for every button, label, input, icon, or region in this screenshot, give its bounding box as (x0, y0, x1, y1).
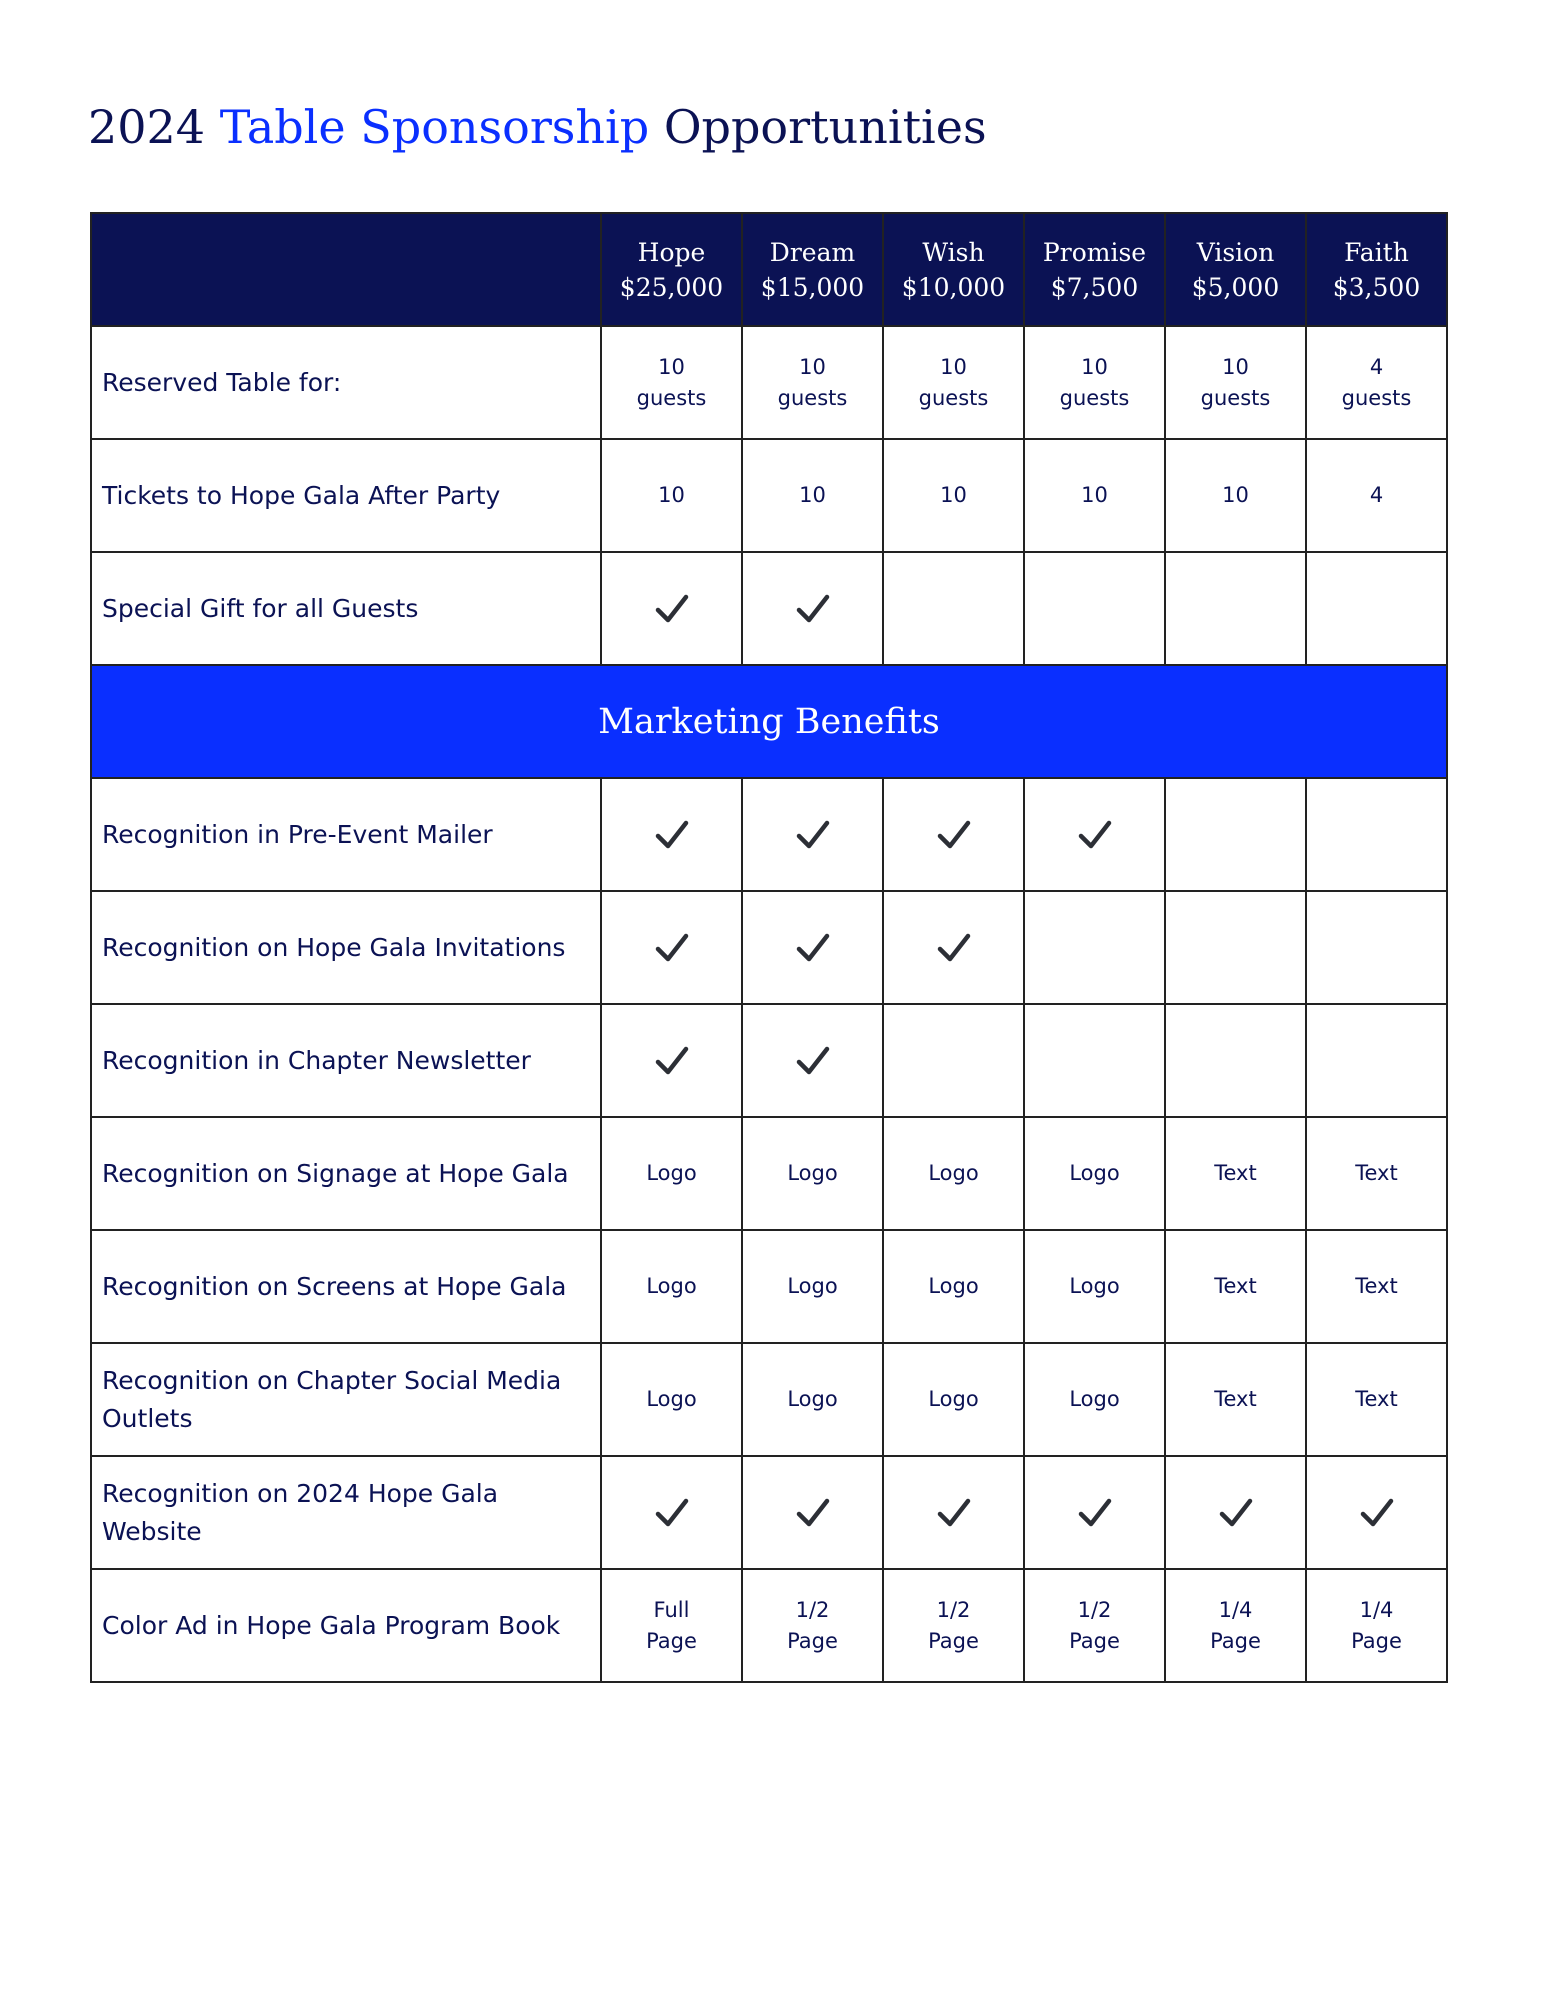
benefit-cell-faith (1306, 1456, 1447, 1569)
tier-header-promise (1024, 213, 1165, 326)
tier-price: $7,500 (1050, 272, 1139, 302)
cell-value: 10 (658, 354, 685, 379)
checkmark-icon (655, 594, 689, 624)
benefit-cell-wish (883, 891, 1024, 1004)
cell-value: guests (1341, 385, 1412, 410)
cell-value: Logo (928, 1161, 979, 1185)
benefit-cell-hope (601, 326, 742, 439)
benefit-cell-hope (601, 1456, 742, 1569)
cell-value: 1/2 (936, 1597, 971, 1622)
cell-value: Logo (1069, 1161, 1120, 1185)
checkmark-icon (1078, 820, 1112, 850)
benefit-cell-hope (601, 778, 742, 891)
benefit-cell-vision (1165, 1004, 1306, 1117)
benefit-label: Recognition on Hope Gala Invitations (91, 891, 601, 1004)
tier-header-dream (742, 213, 883, 326)
benefit-cell-vision (1165, 326, 1306, 439)
benefit-cell-dream (742, 1230, 883, 1343)
benefit-cell-wish (883, 1456, 1024, 1569)
benefit-cell-vision (1165, 1117, 1306, 1230)
benefit-cell-dream (742, 552, 883, 665)
cell-value: Logo (1069, 1387, 1120, 1411)
cell-value: Page (1069, 1628, 1120, 1653)
cell-value: 10 (1222, 354, 1249, 379)
checkmark-icon (796, 1046, 830, 1076)
benefit-row-color-ad-in-hope-gala-program-book (91, 1569, 1447, 1682)
cell-value: Logo (928, 1387, 979, 1411)
checkmark-icon (1078, 1498, 1112, 1528)
cell-value: 10 (1081, 483, 1108, 507)
cell-value: Logo (646, 1161, 697, 1185)
benefit-cell-promise (1024, 778, 1165, 891)
cell-value: 10 (940, 354, 967, 379)
tier-price: $5,000 (1191, 272, 1280, 302)
benefit-cell-wish (883, 778, 1024, 891)
benefit-cell-promise (1024, 439, 1165, 552)
benefit-cell-hope (601, 1230, 742, 1343)
tier-price: $25,000 (619, 272, 724, 302)
benefit-cell-hope (601, 891, 742, 1004)
tier-header-vision (1165, 213, 1306, 326)
title-highlight: Table Sponsorship (219, 100, 650, 154)
cell-value: Logo (646, 1387, 697, 1411)
benefit-row-special-gift-for-all-guests (91, 552, 1447, 665)
benefit-cell-faith (1306, 778, 1447, 891)
benefit-cell-faith (1306, 552, 1447, 665)
benefit-cell-faith (1306, 1117, 1447, 1230)
benefit-cell-dream (742, 1456, 883, 1569)
cell-value: Logo (1069, 1274, 1120, 1298)
benefit-cell-hope (601, 552, 742, 665)
benefit-row-tickets-to-hope-gala-after-party (91, 439, 1447, 552)
benefit-label: Tickets to Hope Gala After Party (91, 439, 601, 552)
checkmark-icon (937, 1498, 971, 1528)
cell-value: Text (1355, 1274, 1398, 1298)
cell-value: Page (646, 1628, 697, 1653)
benefit-row-recognition-on-screens-at-hope-gala (91, 1230, 1447, 1343)
checkmark-icon (796, 933, 830, 963)
benefit-cell-wish (883, 1004, 1024, 1117)
benefit-cell-dream (742, 1569, 883, 1682)
cell-value: guests (777, 385, 848, 410)
cell-value: guests (918, 385, 989, 410)
cell-value: Logo (787, 1274, 838, 1298)
benefit-cell-vision (1165, 1230, 1306, 1343)
benefit-cell-wish (883, 1117, 1024, 1230)
cell-value: 1/2 (795, 1597, 830, 1622)
cell-value: Page (1210, 1628, 1261, 1653)
benefit-cell-vision (1165, 891, 1306, 1004)
cell-value: 10 (1081, 354, 1108, 379)
checkmark-icon (655, 1498, 689, 1528)
benefit-cell-faith (1306, 1569, 1447, 1682)
cell-value: 10 (1222, 483, 1249, 507)
benefit-cell-vision (1165, 439, 1306, 552)
cell-value: Text (1355, 1387, 1398, 1411)
tier-price: $3,500 (1332, 272, 1421, 302)
cell-value: Text (1214, 1387, 1257, 1411)
checkmark-icon (655, 1046, 689, 1076)
cell-value: Text (1355, 1161, 1398, 1185)
title-rest: Opportunities (649, 100, 987, 154)
benefit-cell-vision (1165, 1456, 1306, 1569)
benefit-cell-promise (1024, 326, 1165, 439)
cell-value: 10 (799, 483, 826, 507)
tier-price: $10,000 (901, 272, 1006, 302)
benefit-cell-hope (601, 1343, 742, 1456)
benefit-row-recognition-on-chapter-social-media-outlets (91, 1343, 1447, 1456)
cell-value: 10 (799, 354, 826, 379)
cell-value: guests (1200, 385, 1271, 410)
benefit-cell-dream (742, 439, 883, 552)
benefit-cell-promise (1024, 1343, 1165, 1456)
benefit-label: Special Gift for all Guests (91, 552, 601, 665)
benefit-cell-vision (1165, 1343, 1306, 1456)
cell-value: Page (787, 1628, 838, 1653)
cell-value: Full (653, 1597, 690, 1622)
table-body (91, 326, 1447, 1682)
cell-value: guests (636, 385, 707, 410)
checkmark-icon (937, 820, 971, 850)
marketing-benefits-heading: Marketing Benefits (91, 665, 1447, 778)
benefit-cell-faith (1306, 891, 1447, 1004)
benefit-cell-dream (742, 778, 883, 891)
benefit-label: Recognition on Screens at Hope Gala (91, 1230, 601, 1343)
benefit-cell-dream (742, 1004, 883, 1117)
benefit-label: Recognition on 2024 Hope Gala Website (91, 1456, 601, 1569)
tier-header-faith (1306, 213, 1447, 326)
tier-name: Dream (769, 237, 856, 267)
cell-value: Logo (646, 1274, 697, 1298)
benefit-cell-dream (742, 891, 883, 1004)
checkmark-icon (1360, 1498, 1394, 1528)
tier-header-hope (601, 213, 742, 326)
benefit-cell-promise (1024, 1117, 1165, 1230)
benefit-cell-promise (1024, 552, 1165, 665)
checkmark-icon (655, 933, 689, 963)
benefit-cell-dream (742, 326, 883, 439)
cell-value: Logo (787, 1387, 838, 1411)
cell-value: 1/2 (1077, 1597, 1112, 1622)
cell-value: 1/4 (1359, 1597, 1394, 1622)
cell-value: 4 (1369, 483, 1384, 507)
benefit-cell-dream (742, 1343, 883, 1456)
benefit-cell-wish (883, 1569, 1024, 1682)
benefit-label: Reserved Table for: (91, 326, 601, 439)
title-year: 2024 (88, 100, 220, 154)
tier-name: Wish (922, 237, 985, 267)
benefit-cell-wish (883, 552, 1024, 665)
cell-value: Page (1351, 1628, 1402, 1653)
benefit-cell-wish (883, 326, 1024, 439)
benefit-cell-faith (1306, 1343, 1447, 1456)
cell-value: 1/4 (1218, 1597, 1253, 1622)
benefit-cell-hope (601, 1004, 742, 1117)
tier-name: Hope (637, 237, 706, 267)
checkmark-icon (796, 1498, 830, 1528)
cell-value: Text (1214, 1274, 1257, 1298)
benefit-cell-promise (1024, 1569, 1165, 1682)
sponsorship-table (90, 212, 1448, 1683)
benefit-row-recognition-on-hope-gala-invitations (91, 891, 1447, 1004)
checkmark-icon (796, 820, 830, 850)
benefit-cell-vision (1165, 778, 1306, 891)
benefit-row-recognition-in-pre-event-mailer (91, 778, 1447, 891)
benefit-cell-dream (742, 1117, 883, 1230)
tier-header-row (91, 213, 1447, 326)
checkmark-icon (796, 594, 830, 624)
benefit-cell-hope (601, 1117, 742, 1230)
checkmark-icon (937, 933, 971, 963)
benefit-cell-faith (1306, 326, 1447, 439)
tier-header-wish (883, 213, 1024, 326)
benefit-label: Recognition in Chapter Newsletter (91, 1004, 601, 1117)
cell-value: Logo (787, 1161, 838, 1185)
benefit-row-reserved-table-for (91, 326, 1447, 439)
cell-value: Logo (928, 1274, 979, 1298)
benefit-cell-wish (883, 439, 1024, 552)
page-title (88, 100, 987, 154)
benefit-cell-faith (1306, 439, 1447, 552)
cell-value: guests (1059, 385, 1130, 410)
section-band-row (91, 665, 1447, 778)
benefit-cell-promise (1024, 1004, 1165, 1117)
benefit-cell-hope (601, 1569, 742, 1682)
cell-value: 4 (1369, 354, 1384, 379)
checkmark-icon (655, 820, 689, 850)
benefit-cell-faith (1306, 1004, 1447, 1117)
cell-value: Page (928, 1628, 979, 1653)
benefit-row-recognition-on-2024-hope-gala-website (91, 1456, 1447, 1569)
benefit-cell-promise (1024, 1456, 1165, 1569)
cell-value: Text (1214, 1161, 1257, 1185)
tier-name: Vision (1196, 237, 1275, 267)
cell-value: 10 (658, 483, 685, 507)
benefit-cell-vision (1165, 1569, 1306, 1682)
benefit-cell-promise (1024, 891, 1165, 1004)
benefit-label: Recognition in Pre-Event Mailer (91, 778, 601, 891)
benefit-label: Recognition on Chapter Social Media Outlets (91, 1343, 601, 1456)
benefit-label: Color Ad in Hope Gala Program Book (91, 1569, 601, 1682)
cell-value: 10 (940, 483, 967, 507)
benefit-row-recognition-in-chapter-newsletter (91, 1004, 1447, 1117)
benefit-cell-promise (1024, 1230, 1165, 1343)
benefit-cell-wish (883, 1230, 1024, 1343)
header-corner-cell (91, 213, 601, 326)
benefit-label: Recognition on Signage at Hope Gala (91, 1117, 601, 1230)
benefit-cell-hope (601, 439, 742, 552)
tier-name: Faith (1344, 237, 1409, 267)
tier-price: $15,000 (760, 272, 865, 302)
benefit-row-recognition-on-signage-at-hope-gala (91, 1117, 1447, 1230)
benefit-cell-vision (1165, 552, 1306, 665)
checkmark-icon (1219, 1498, 1253, 1528)
tier-name: Promise (1042, 237, 1147, 267)
benefit-cell-wish (883, 1343, 1024, 1456)
benefit-cell-faith (1306, 1230, 1447, 1343)
